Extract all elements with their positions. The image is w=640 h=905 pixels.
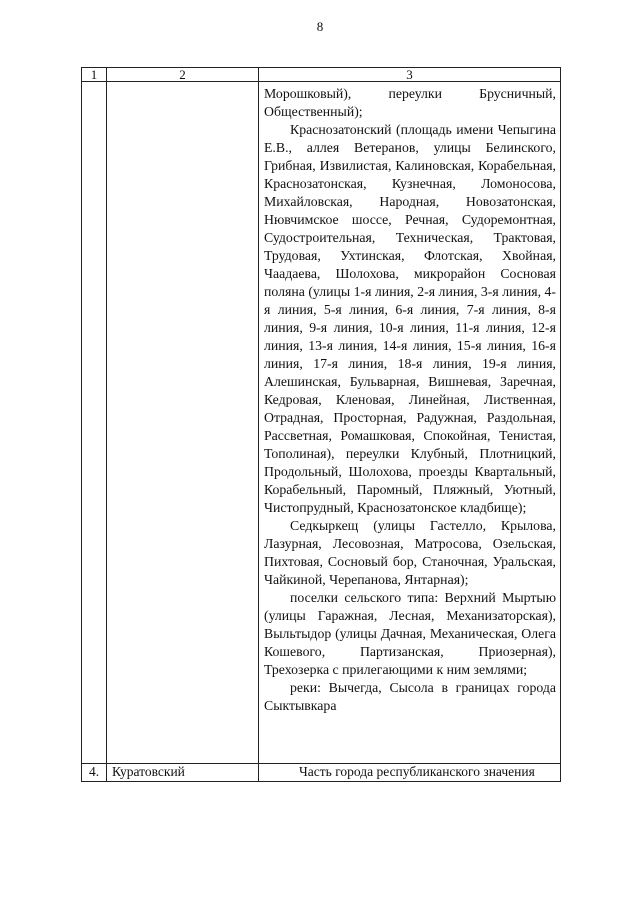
table-row-4	[82, 764, 561, 782]
row-4-number: 4.	[82, 764, 107, 782]
paragraph-moroshkovy: Морошковый), переулки Брусничный, Общественный);	[264, 86, 556, 119]
territory-description-cell	[259, 82, 561, 764]
header-col-3: 3	[259, 68, 561, 82]
table-row-continued	[82, 82, 561, 764]
paragraph-rivers: реки: Вычегда, Сысола в границах города Сыктывкара	[264, 680, 556, 713]
row-name-cell	[107, 82, 259, 764]
territory-description	[259, 82, 560, 717]
row-4-name: Куратовский	[107, 764, 259, 782]
header-col-1: 1	[82, 68, 107, 82]
paragraph-sedkyrkesch: Седкыркещ (улицы Гастелло, Крылова, Лазурная, Лесовозная, Матросова, Озельская, Пихтовая, Сосновый бор, Станочная, Уральская, Чайкиной, Черепанова, Янтарная);	[264, 518, 556, 587]
row-number-cell	[82, 82, 107, 764]
paragraph-rural-settlements: поселки сельского типа: Верхний Мыртыю (улицы Гаражная, Лесная, Механизаторская), Выльтыдор (улицы Дачная, Механическая, Олега Кошевого, Партизанская, Приозерная), Трехозерка с прилегающими к ним землями;	[264, 590, 556, 677]
row-4-description: Часть города республиканского значения	[259, 764, 561, 782]
paragraph-krasnozatonsky: Краснозатонский (площадь имени Чепыгина Е.В., аллея Ветеранов, улицы Белинского, Грибная, Извилистая, Калиновская, Корабельная, Краснозатонская, Кузнечная, Ломоносова, Михайловская, Народная, Новозатонская, Нювчимское шоссе, Речная, Судоремонтная, Судостроительная, Техническая, Трактовая, Трудовая, Ухтинская, Флотская, Хвойная, Чаадаева, Шолохова, микрорайон Сосновая поляна (улицы 1-я линия, 2-я линия, 3-я линия, 4-я линия, 5-я линия, 6-я линия, 7-я линия, 8-я линия, 9-я линия, 10-я линия, 11-я линия, 12-я линия, 13-я линия, 14-я линия, 15-я линия, 16-я линия, 17-я линия, 18-я линия, 19-я линия, Алешинская, Бульварная, Вишневая, Заречная, Кедровая, Кленовая, Линейная, Лиственная, Отрадная, Просторная, Радужная, Раздольная, Рассветная, Ромашковая, Спокойная, Тенистая, Тополиная), переулки Клубный, Плотницкий, Продольный, Шолохова, проезды Квартальный, Корабельный, Паромный, Пляжный, Уютный, Чистопрудный, Краснозатонское кладбище);	[264, 122, 556, 515]
header-col-2: 2	[107, 68, 259, 82]
page-number: 8	[316, 19, 324, 34]
district-table	[81, 67, 561, 782]
table-header-row	[82, 68, 561, 82]
